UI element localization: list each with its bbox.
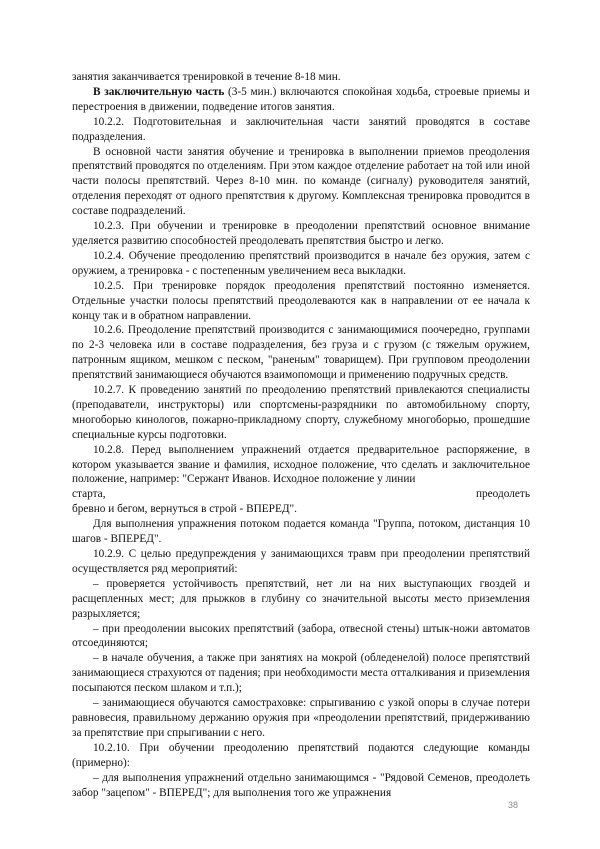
paragraph-10-2-3: 10.2.3. При обучении и тренировке в преодолении препятствий основное внимание уделяется развитию способностей преодолевать препятствия быстро и легко. bbox=[72, 220, 530, 247]
paragraph-10-2-5: 10.2.5. При тренировке порядок преодоления препятствий постоянно изменяется. Отдельные участки полосы препятствий преодолеваются как в направлении от ее начала к концу так и в обратном направлении. bbox=[72, 279, 530, 322]
page-number: 38 bbox=[508, 800, 519, 810]
paragraph-10-2-8: 10.2.8. Перед выполнением упражнений отдается предварительное распоряжение, в котором указывается звание и фамилия, исходное положение, что сделать и заключительное положение, например: "Сержант Иванов. Исходное положение у линии bbox=[72, 443, 530, 486]
paragraph-10-2-9: 10.2.9. С целью предупреждения у занимающихся травм при преодолении препятствий осуществляется ряд мероприятий: bbox=[72, 548, 530, 575]
paragraph-10-2-8-split-line bbox=[72, 487, 530, 502]
final-part-text: (3-5 мин.) включаются спокойная ходьба, строевые приемы и перестроения в движении, подведение итогов занятия. bbox=[72, 85, 530, 113]
list-item: – проверяется устойчивость препятствий, нет ли на них выступающих гвоздей и расщепленных мест; для прыжков в глубину со значительной высоты место приземления разрыхляется; bbox=[72, 577, 530, 620]
paragraph-10-2-7: 10.2.7. К проведению занятий по преодолению препятствий привлекаются специалисты (преподаватели, инструкторы) или спортсмены-разрядники по автомобильному спорту, многоборью кинологов, пожарно-прикладному спорту, служебному многоборью, прошедшие специальные курсы подготовки. bbox=[72, 384, 530, 441]
list-item: – при преодолении высоких препятствий (забора, отвесной стены) штык-ножи автоматов отсоединяются; bbox=[72, 622, 530, 650]
list-item: – занимающиеся обучаются самостраховке: спрыгиванию с узкой опоры в случае потери равновесия, правильному держанию оружия при «преодолении препятствий, придерживанию за препятствие при спрыгивании с него. bbox=[72, 697, 530, 739]
split-left: старта, bbox=[72, 488, 106, 501]
paragraph-10-2-2: 10.2.2. Подготовительная и заключительная части занятий проводятся в составе подразделения. bbox=[72, 115, 530, 143]
list-item: – для выполнения упражнений отдельно занимающимся - "Рядовой Семенов, преодолеть забор "зацепом" - ВПЕРЕД"; для выполнения того же упражнения bbox=[72, 771, 530, 799]
list-item: – в начале обучения, а также при занятиях на мокрой (обледенелой) полосе препятствий занимающиеся страхуются от падения; при необходимости места отталкивания и приземления посыпаются песком шлаком и т.п.); bbox=[72, 652, 530, 695]
paragraph-10-2-10: 10.2.10. При обучении преодолению препятствий подаются следующие команды (примерно): bbox=[72, 741, 530, 769]
final-part-heading: В заключительную часть bbox=[93, 85, 225, 98]
final-part-paragraph bbox=[72, 85, 530, 115]
paragraph-10-2-4: 10.2.4. Обучение преодолению препятствий производится в начале без оружия, затем с оружием, а тренировка - с постепенным увеличением веса выкладки. bbox=[72, 249, 530, 277]
paragraph-10-2-6: 10.2.6. Преодоление препятствий производится с занимающимися поочередно, группами по 2-3 человека или в составе подразделения, без груза и с грузом (с тяжелым оружием, патронным ящиком, мешком с песком, "раненым" товарищем). При групповом преодолении препятствий занимающиеся обучаются взаимопомощи и применению подручных средств. bbox=[72, 324, 530, 382]
paragraph-main-part: В основной части занятия обучение и тренировка в выполнении приемов преодоления препятствий проводятся по отделениям. При этом каждое отделение работает на той или иной части полосы препятствий. Через 8-10 мин. по команде (сигналу) руководителя занятий, отделения переходят от одного препятствия к другому. Комплексная тренировка проводится в составе подразделений. bbox=[72, 145, 530, 218]
paragraph-flow-command: Для выполнения упражнения потоком подается команда "Группа, потоком, дистанция 10 шагов - ВПЕРЕД". bbox=[72, 518, 530, 546]
split-right: преодолеть bbox=[475, 488, 530, 501]
body-text bbox=[72, 70, 530, 800]
intro-line: занятия заканчивается тренировкой в течение 8-18 мин. bbox=[72, 71, 341, 83]
paragraph-10-2-8-end: бревно и бегом, вернуться в строй - ВПЕРЕД". bbox=[72, 503, 297, 516]
